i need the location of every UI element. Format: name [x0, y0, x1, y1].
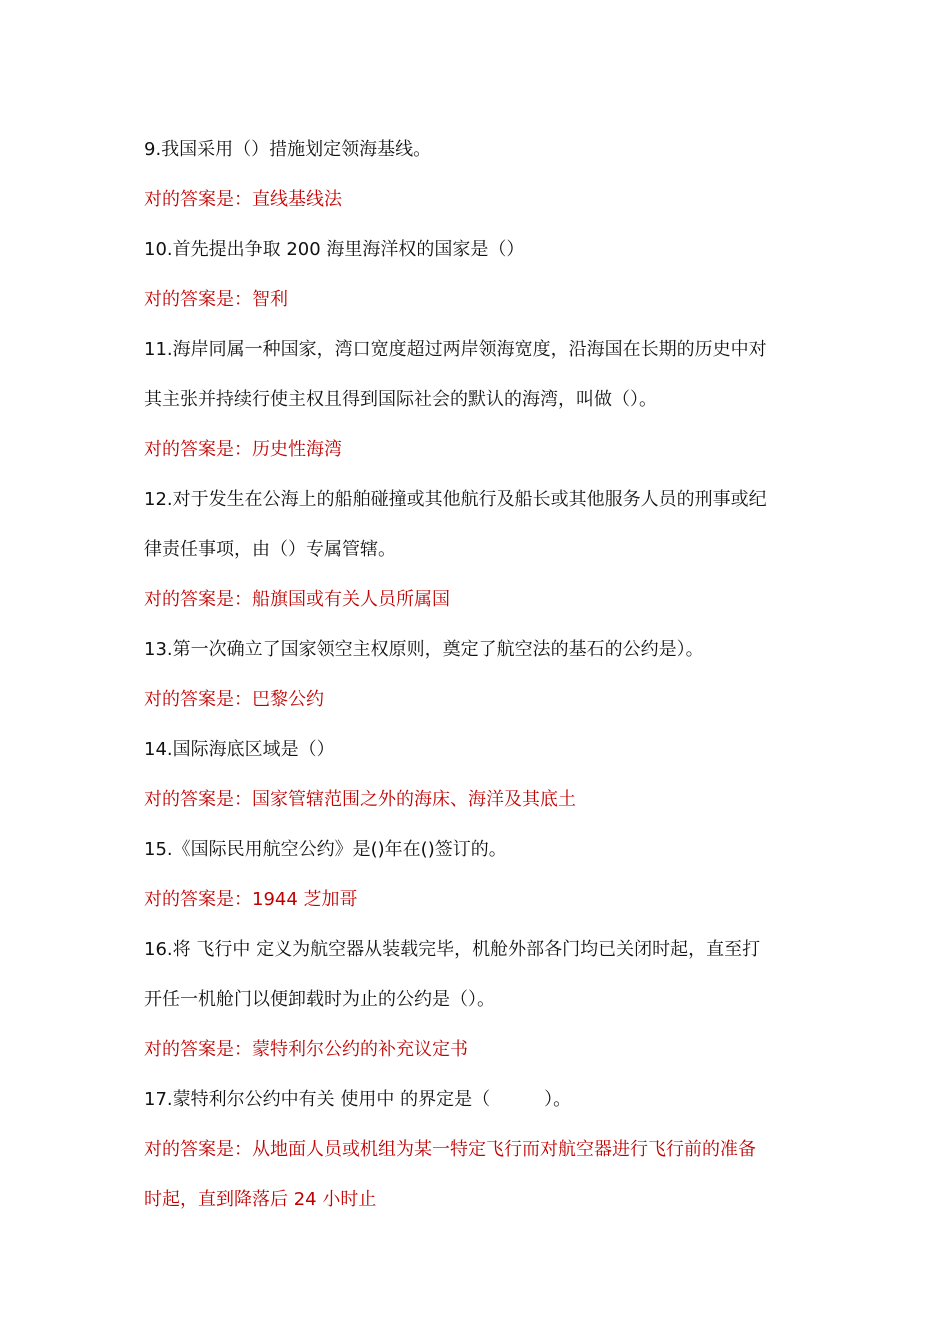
question-17: 17.蒙特利尔公约中有关 使用中 的界定是（ ）。	[144, 1089, 572, 1110]
question-15: 15.《国际民用航空公约》是()年在()签订的。	[144, 839, 507, 860]
question-12-line-1: 12.对于发生在公海上的船舶碰撞或其他航行及船长或其他服务人员的刑事或纪	[144, 489, 767, 510]
answer-13: 对的答案是：巴黎公约	[144, 689, 324, 710]
question-12-line-2: 律责任事项，由（）专属管辖。	[144, 539, 396, 560]
question-14: 14.国际海底区域是（）	[144, 739, 335, 760]
question-11-line-1: 11.海岸同属一种国家，湾口宽度超过两岸领海宽度，沿海国在长期的历史中对	[144, 339, 767, 360]
answer-12: 对的答案是：船旗国或有关人员所属国	[144, 589, 450, 610]
answer-10: 对的答案是：智利	[144, 289, 288, 310]
answer-14: 对的答案是：国家管辖范围之外的海床、海洋及其底土	[144, 789, 576, 810]
answer-16: 对的答案是：蒙特利尔公约的补充议定书	[144, 1039, 468, 1060]
question-11-line-2: 其主张并持续行使主权且得到国际社会的默认的海湾，叫做（）。	[144, 389, 657, 410]
question-13: 13.第一次确立了国家领空主权原则，奠定了航空法的基石的公约是）。	[144, 639, 704, 660]
answer-17-line-2: 时起，直到降落后 24 小时止	[144, 1189, 377, 1210]
question-16-line-2: 开任一机舱门以便卸载时为止的公约是（）。	[144, 989, 495, 1010]
qa-content	[144, 125, 814, 1225]
answer-11: 对的答案是：历史性海湾	[144, 439, 342, 460]
answer-17-line-1: 对的答案是：从地面人员或机组为某一特定飞行而对航空器进行飞行前的准备	[144, 1139, 756, 1160]
question-9: 9.我国采用（）措施划定领海基线。	[144, 139, 432, 160]
question-10: 10.首先提出争取 200 海里海洋权的国家是（）	[144, 239, 525, 260]
question-16-line-1: 16.将 飞行中 定义为航空器从装载完毕，机舱外部各门均已关闭时起，直至打	[144, 939, 761, 960]
answer-9: 对的答案是：直线基线法	[144, 189, 342, 210]
answer-15: 对的答案是：1944 芝加哥	[144, 889, 358, 910]
